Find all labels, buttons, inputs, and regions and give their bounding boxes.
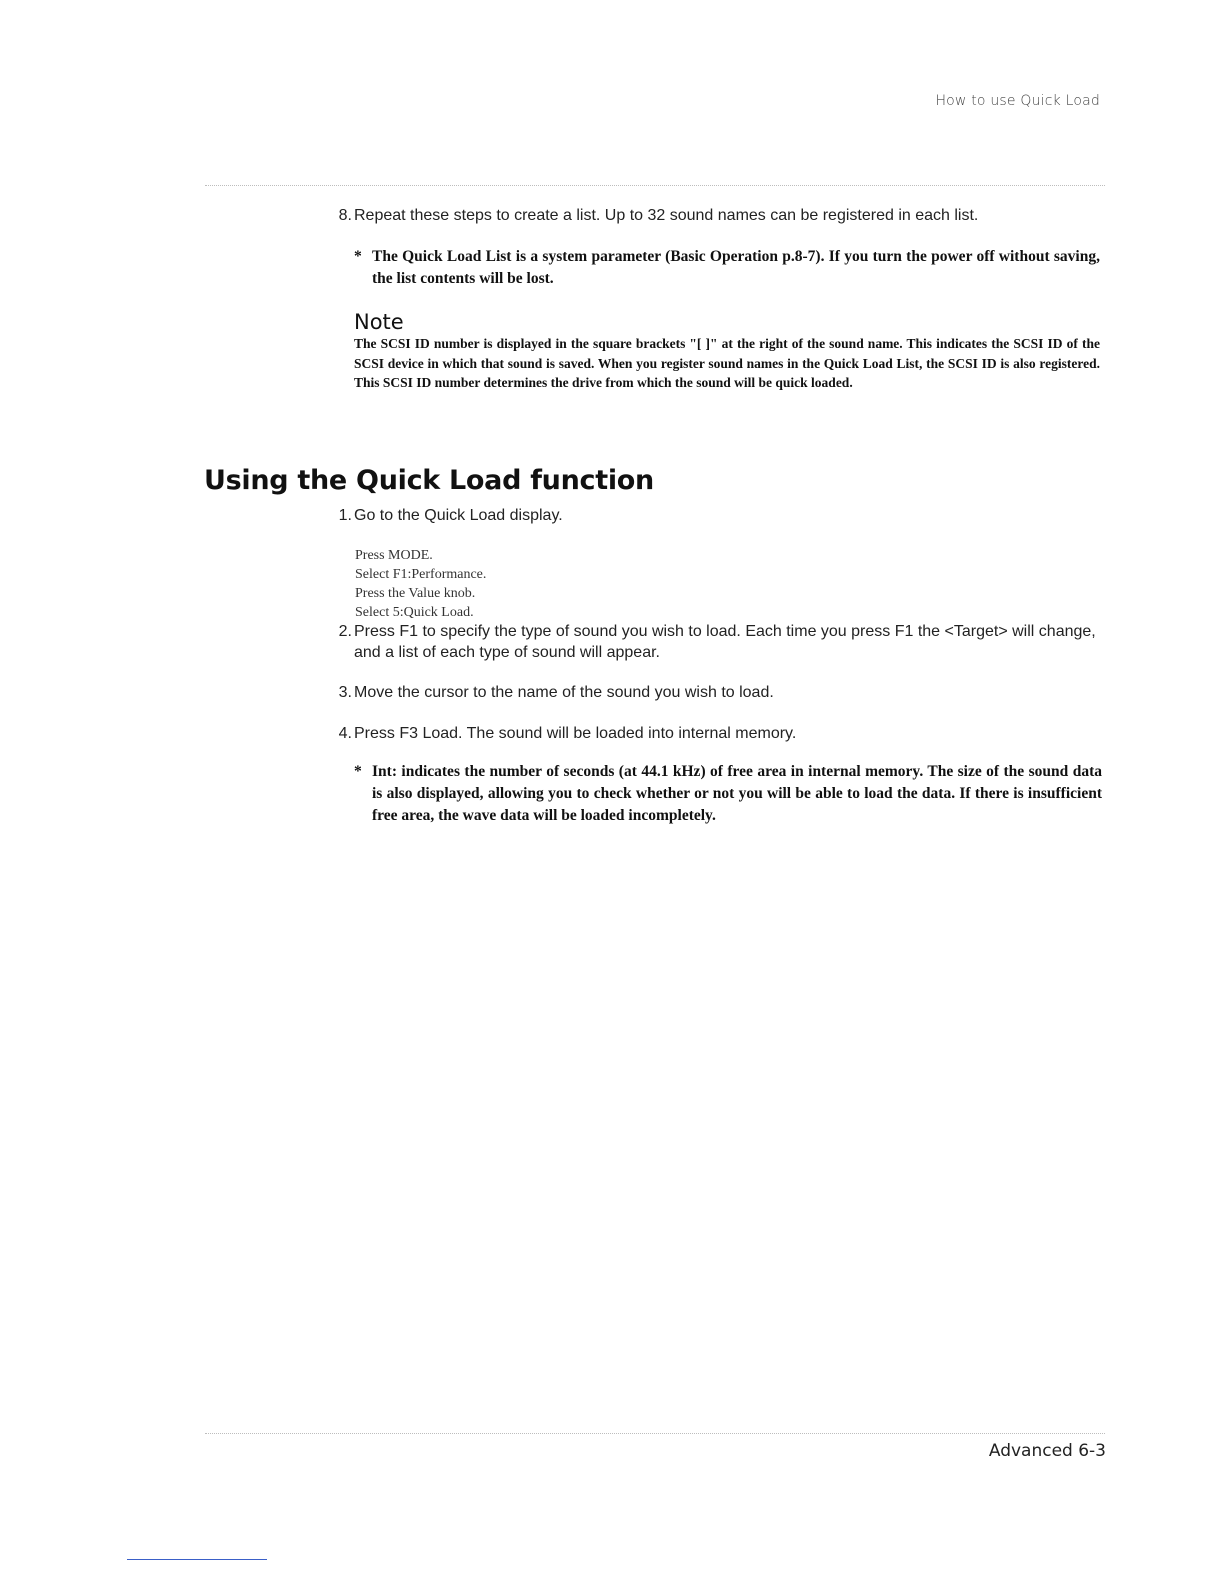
step-number: 4. [338, 725, 352, 742]
step-3 [332, 682, 1112, 704]
step-text: Repeat these steps to create a list. Up to 32 sound names can be registered in each list. [354, 207, 979, 224]
step-1 [332, 505, 1112, 527]
star-note-text: Int: indicates the number of seconds (at 44.1 kHz) of free area in internal memory. The size of the sound data is also displayed, allowing you to check whether or not you will be able to load the data. If there is insufficient free area, the wave data will be loaded incompletely. [372, 763, 1102, 824]
substep-list [355, 546, 486, 622]
step-number: 2. [338, 623, 352, 640]
top-divider [205, 185, 1105, 186]
asterisk-icon: * [354, 763, 362, 780]
asterisk-icon: * [354, 248, 362, 265]
step-number: 3. [338, 684, 352, 701]
substep-item: Select 5:Quick Load. [355, 605, 474, 620]
step-2 [332, 621, 1110, 665]
bottom-divider [205, 1433, 1105, 1434]
step-number: 1. [338, 507, 352, 524]
substep-item: Press MODE. [355, 548, 433, 563]
page-footer: Advanced 6-3 [988, 1441, 1106, 1461]
step-text: Press F3 Load. The sound will be loaded into internal memory. [354, 725, 797, 742]
note-heading: Note [354, 310, 404, 334]
star-note-internal-memory [354, 761, 1102, 831]
step-8 [332, 205, 1112, 227]
star-note-text: The Quick Load List is a system parameter (Basic Operation p.8-7). If you turn the power off without saving, the list contents will be lost. [372, 248, 1100, 287]
section-title: Using the Quick Load function [204, 465, 654, 496]
star-note-quick-load-list [354, 246, 1100, 292]
running-header: How to use Quick Load [935, 93, 1100, 109]
step-text: Go to the Quick Load display. [354, 507, 563, 524]
substep-item: Press the Value knob. [355, 586, 476, 601]
step-text: Press F1 to specify the type of sound you wish to load. Each time you press F1 the <Target> will change, and a list of each type of sound will appear. [354, 623, 1096, 661]
step-text: Move the cursor to the name of the sound you wish to load. [354, 684, 774, 701]
step-4 [332, 723, 1112, 745]
note-body: The SCSI ID number is displayed in the square brackets "[ ]" at the right of the sound name. This indicates the SCSI ID of the SCSI device in which that sound is saved. When you register sound names in the Quick Load List, the SCSI ID is also registered. This SCSI ID number determines the drive from which the sound will be quick loaded. [354, 336, 1100, 390]
step-number: 8. [338, 207, 352, 224]
scan-edge-line [127, 1559, 267, 1560]
substep-item: Select F1:Performance. [355, 567, 487, 582]
